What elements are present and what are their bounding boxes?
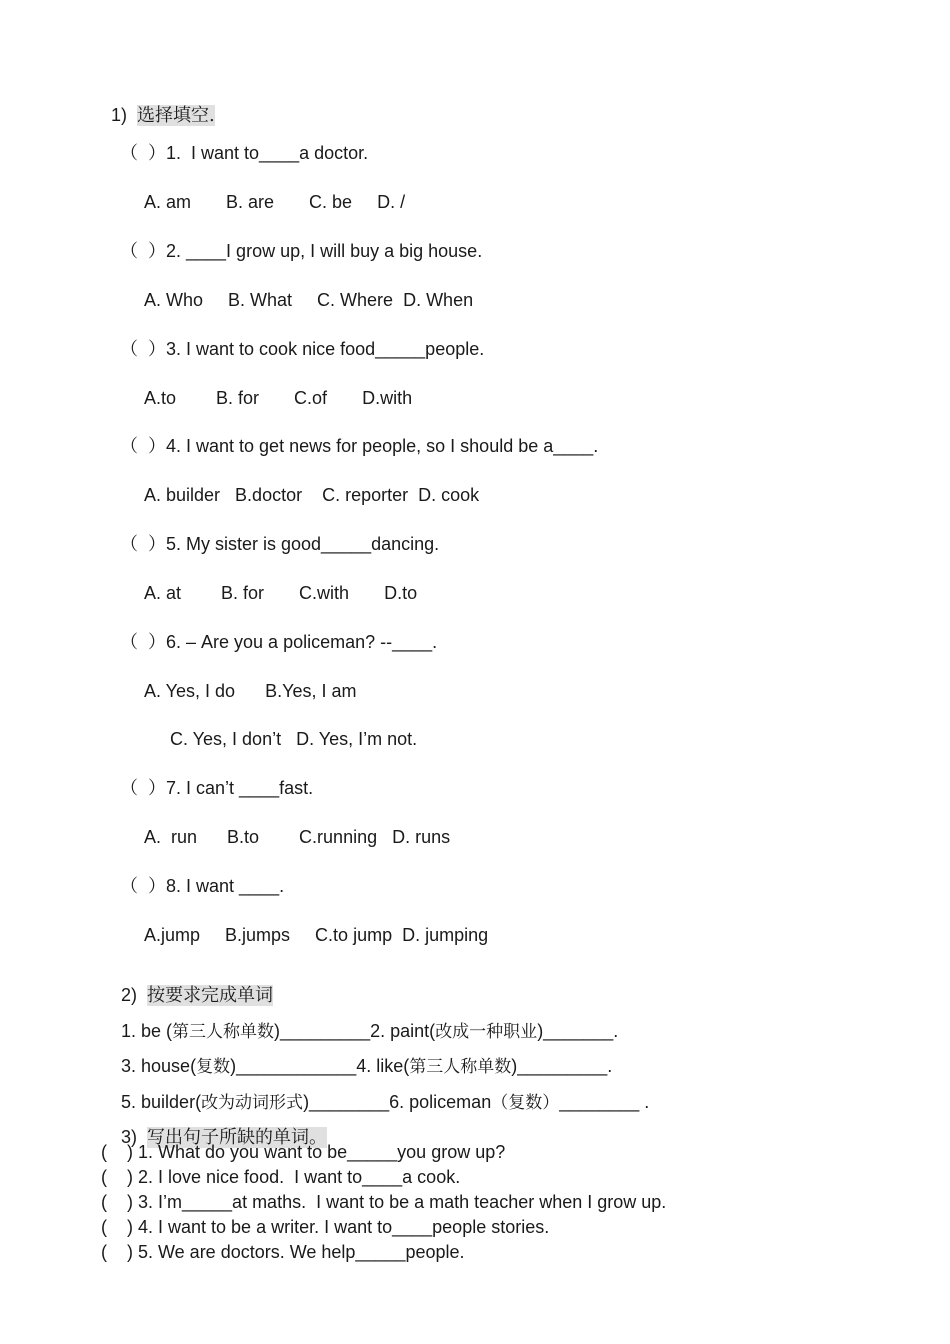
- question-6: （ ）6. – Are you a policeman? --____.: [120, 632, 438, 652]
- question-7: （ ）7. I can’t ____fast.: [120, 778, 314, 798]
- question-1: （ ）1. I want to____a doctor.: [120, 143, 369, 163]
- word-row-3: 5. builder(改为动词形式)________6. policeman（复数）________ .: [121, 1092, 650, 1113]
- question-7-options: A. run B.to C.running D. runs: [144, 827, 451, 847]
- question-1-options: A. am B. are C. be D. /: [144, 192, 406, 212]
- section-1-heading: [101, 82, 215, 127]
- question-4: （ ）4. I want to get news for people, so I should be a____.: [120, 436, 599, 456]
- section-1-title: 选择填空.: [137, 105, 215, 126]
- sentence-item: ( ) 5. We are doctors. We help_____people.: [101, 1242, 465, 1262]
- question-3-options: A.to B. for C.of D.with: [144, 388, 413, 408]
- section-2-number: 2): [121, 985, 138, 1005]
- section-2-title: 按要求完成单词: [147, 985, 274, 1006]
- sentence-item: ( ) 1. What do you want to be_____you grow up?: [101, 1142, 506, 1162]
- question-8-options: A.jump B.jumps C.to jump D. jumping: [144, 925, 489, 945]
- question-6-options-2: C. Yes, I don’t D. Yes, I’m not.: [170, 729, 418, 749]
- sentence-item: ( ) 4. I want to be a writer. I want to____people stories.: [101, 1217, 550, 1237]
- section-3-title: 写出句子所缺的单词。: [147, 1127, 328, 1148]
- question-6-options: A. Yes, I do B.Yes, I am: [144, 681, 357, 701]
- question-5: （ ）5. My sister is good_____dancing.: [120, 534, 440, 554]
- question-8: （ ）8. I want ____.: [120, 876, 285, 896]
- word-row-1: 1. be (第三人称单数)_________2. paint(改成一种职业)_______.: [121, 1021, 619, 1042]
- section-1-number: 1): [111, 105, 128, 125]
- question-3: （ ）3. I want to cook nice food_____people.: [120, 339, 485, 359]
- sentence-item: ( ) 3. I’m_____at maths. I want to be a math teacher when I grow up.: [101, 1192, 667, 1212]
- question-4-options: A. builder B.doctor C. reporter D. cook: [144, 485, 480, 505]
- question-5-options: A. at B. for C.with D.to: [144, 583, 418, 603]
- section-3-number: 3): [121, 1127, 138, 1147]
- question-2: （ ）2. ____I grow up, I will buy a big house.: [120, 241, 483, 261]
- sentence-item: ( ) 2. I love nice food. I want to____a cook.: [101, 1167, 461, 1187]
- word-row-2: 3. house(复数)____________4. like(第三人称单数)_________.: [121, 1056, 613, 1077]
- question-2-options: A. Who B. What C. Where D. When: [144, 290, 474, 310]
